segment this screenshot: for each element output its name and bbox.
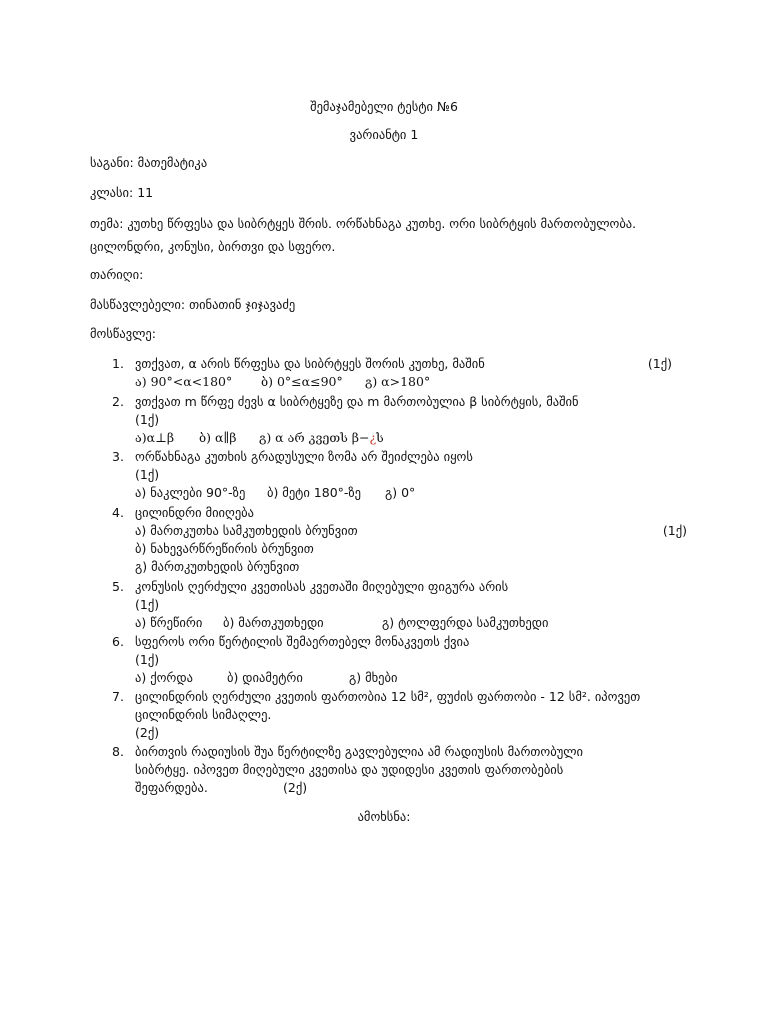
question-text: ვთქვათ, α არის წრფესა და სიბრტყეს შორის კუთხე, მაშინ [135,356,485,371]
question-7 [112,688,692,742]
question-text: ვთქვათ m წრფე ძევს α სიბრტყეზე და m მართობულია β სიბრტყის, მაშინ [135,394,579,409]
question-6 [112,633,692,687]
question-number: 4. [112,505,124,520]
variant-label: ვარიანტი 1 [349,127,419,142]
solution-heading: ამოხსნა: [357,809,411,824]
question-text-line-3: შეფარდება. [135,780,208,795]
test-title: შემაჯამებელი ტესტი №6 [310,99,458,114]
question-3 [112,448,692,502]
option-a: ა) 90°<α<180° [135,374,233,389]
option-a: ა) ქორდა [135,670,193,685]
question-number: 3. [112,449,124,464]
question-points: (1ქ) [662,523,687,538]
question-number: 7. [112,689,124,704]
date-field: თარიღი: [90,267,144,282]
question-number: 5. [112,579,124,594]
question-text: ცილინდრი მიიღება [135,505,254,520]
option-c: გ) α არ კვეთს β−¿ს [258,430,384,445]
option-b: ბ) მართკუთხედი [222,615,324,630]
question-text-line-1: ბირთვის რადიუსის შუა წერტილზე გავლებულია ამ რადიუსის მართობული [135,744,584,759]
option-a: ა) ნაკლები 90°-ზე [135,485,246,500]
question-8 [112,743,692,797]
option-c: გ) მხები [348,670,398,685]
question-points: (1ქ) [135,597,160,612]
option-c: გ) მართკუთხედის ბრუნვით [135,559,300,574]
question-points: (1ქ) [647,356,672,371]
topic-line-1: თემა: კუთხე წრფესა და სიბრტყეს შრის. ორწახნაგა კუთხე. ორი სიბრტყის მართობულობა. [90,216,637,231]
question-points: (2ქ) [135,725,160,740]
question-text: ორწახნაგა კუთხის გრადუსული ზომა არ შეიძლება იყოს [135,449,473,464]
question-number: 2. [112,394,124,409]
question-points: (2ქ) [282,780,308,795]
question-points: (1ქ) [135,467,160,482]
question-text-line-1: ცილინდრის ღერძული კვეთის ფართობია 12 სმ², ფუძის ფართობი - 12 სმ². იპოვეთ [135,689,641,704]
grade-field: კლასი: 11 [90,185,154,200]
question-text: კონუსის ღერძული კვეთისას კვეთაში მიღებული ფიგურა არის [135,579,509,594]
option-b: ბ) მეტი 180°-ზე [266,485,362,500]
question-number: 8. [112,744,124,759]
teacher-field: მასწავლებელი: თინათინ ჯიჯავაძე [90,297,296,312]
option-a: ა)α⊥β [135,430,175,445]
option-b: ბ) დიამეტრი [226,670,303,685]
question-text-line-2: ცილინდრის სიმაღლე. [135,707,272,722]
option-c: გ) 0° [384,485,416,500]
question-number: 1. [112,356,124,371]
question-5 [112,578,692,632]
question-4 [112,504,692,576]
question-1 [112,355,692,391]
topic-line-2: ცილონდრი, კონუსი, ბირთვი და სფერო. [90,239,336,254]
question-2 [112,393,692,447]
option-c: გ) ტოლფერდა სამკუთხედი [381,615,549,630]
question-text-line-2: სიბრტყე. იპოვეთ მიღებული კვეთისა და უდიდესი კვეთის ფართობების [135,762,564,777]
question-points: (1ქ) [135,652,160,667]
option-a: ა) მართკუთხა სამკუთხედის ბრუნვით [135,523,358,538]
question-number: 6. [112,634,124,649]
student-field: მოსწავლე: [90,326,156,341]
option-b: ბ) 0°≤α≤90° [260,374,343,389]
question-text: სფეროს ორი წერტილის შემაერთებელ მონაკვეთს ქვია [135,634,470,649]
option-a: ა) წრეწირი [135,615,203,630]
question-points: (1ქ) [135,412,160,427]
option-b: ბ) ნახევარწრეწირის ბრუნვით [135,541,314,556]
subject-field: საგანი: მათემატიკა [90,155,208,170]
option-b: ბ) α∥β [198,430,237,445]
option-c: გ) α>180° [364,374,431,389]
